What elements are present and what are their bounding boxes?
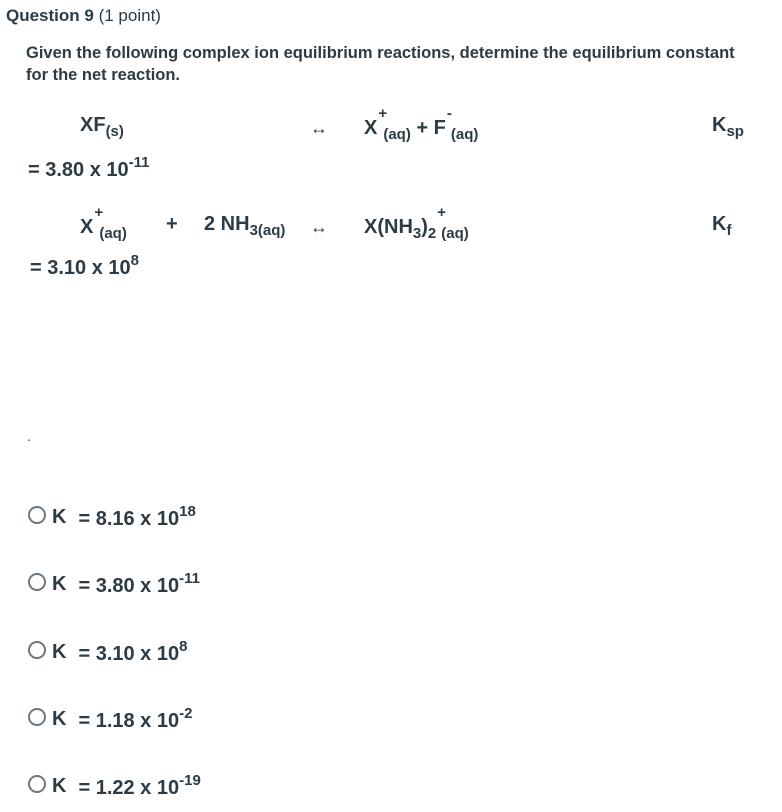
reaction2-constant-symbol: K (712, 213, 727, 235)
reaction1-value (28, 154, 150, 182)
reaction1-constant-subscript: sp (726, 123, 744, 140)
answer-option-1[interactable] (28, 503, 196, 531)
answer-option-4[interactable] (28, 705, 192, 733)
option-value (78, 503, 195, 531)
answer-option-3[interactable] (28, 638, 187, 666)
reaction1-product1-state: (aq) (383, 126, 411, 143)
reaction2-reactant2-formula: 2 NH (204, 213, 250, 235)
reaction1-value-base: = 3.80 x 10 (28, 159, 129, 181)
option-label: K (52, 505, 67, 528)
reaction2-product-part1: X(NH (364, 216, 413, 238)
option-value-exponent: -2 (179, 705, 193, 722)
reaction2-reactant1-charge: + (94, 204, 104, 221)
option-label: K (52, 774, 67, 797)
reaction1-arrow: ↔ (310, 118, 328, 138)
reaction1-product2-charge: - (446, 105, 452, 122)
reaction2-product-sub: 3 (412, 225, 422, 242)
reaction2-product (364, 204, 469, 242)
reaction1-plus: + (416, 117, 429, 139)
reaction1-constant-symbol: K (712, 114, 727, 136)
reaction2-reactant2-subscript: 3(aq) (249, 222, 286, 239)
option-value-exponent: -19 (179, 772, 201, 789)
option-value (78, 705, 192, 733)
option-value-base: = 3.80 x 10 (78, 575, 180, 597)
reaction2-plus: + (166, 213, 178, 235)
radio-button[interactable] (28, 573, 46, 591)
option-value-base: = 8.16 x 10 (78, 508, 180, 530)
question-header (6, 6, 161, 26)
option-label: K (52, 572, 67, 595)
reaction1-constant (712, 114, 744, 140)
reaction2-reactant1-state: (aq) (99, 225, 127, 242)
option-value (78, 638, 187, 666)
reaction1-product1-charge: + (378, 105, 388, 122)
option-value-exponent: 8 (179, 638, 188, 655)
option-value-base: = 1.18 x 10 (78, 710, 180, 732)
radio-button[interactable] (28, 708, 46, 726)
option-label: K (52, 640, 67, 663)
option-label: K (52, 707, 67, 730)
reaction2-value-exponent: 8 (130, 252, 139, 269)
reaction2-arrow: ↔ (310, 217, 328, 237)
option-value-exponent: 18 (179, 503, 196, 520)
reaction2-product-sub2: 2 (427, 225, 437, 242)
option-value (78, 570, 200, 598)
stray-dot: . (27, 428, 31, 444)
reaction1-product1: X (364, 117, 378, 139)
reaction2-product-state: (aq) (441, 225, 469, 242)
option-value-exponent: -11 (179, 570, 200, 587)
question-number: Question 9 (6, 6, 94, 25)
question-text: Given the following complex ion equilibrium reactions, determine the equilibrium constant for the net reaction. (26, 44, 735, 84)
reaction2-constant (712, 213, 731, 239)
reaction1-value-exponent: -11 (128, 154, 150, 171)
radio-button[interactable] (28, 641, 46, 659)
option-value (78, 772, 200, 800)
radio-button[interactable] (28, 775, 46, 793)
option-value-base: = 3.10 x 10 (78, 643, 180, 665)
answer-option-2[interactable] (28, 570, 200, 598)
reaction2-reactant1: X (80, 216, 94, 238)
reaction2-value-base: = 3.10 x 10 (30, 257, 131, 279)
option-value-base: = 1.22 x 10 (78, 777, 180, 799)
reaction1-reactant-formula: XF (80, 114, 106, 136)
reaction1-reactant (80, 114, 124, 140)
reaction2-reactant2 (204, 213, 285, 239)
reaction1-product2-state: (aq) (450, 126, 479, 143)
answer-option-5[interactable] (28, 772, 201, 800)
reaction1-products (364, 105, 479, 143)
reaction2-constant-subscript: f (726, 222, 732, 239)
reaction2-reactants (80, 204, 127, 242)
reaction2-product-charge: + (437, 204, 447, 221)
reaction2-value (30, 252, 139, 280)
reaction1-reactant-state: (s) (105, 123, 124, 140)
reaction2-product-part2: ) (421, 216, 428, 238)
radio-button[interactable] (28, 506, 46, 524)
reaction1-product2: F (433, 117, 446, 139)
question-points: (1 point) (98, 6, 161, 25)
